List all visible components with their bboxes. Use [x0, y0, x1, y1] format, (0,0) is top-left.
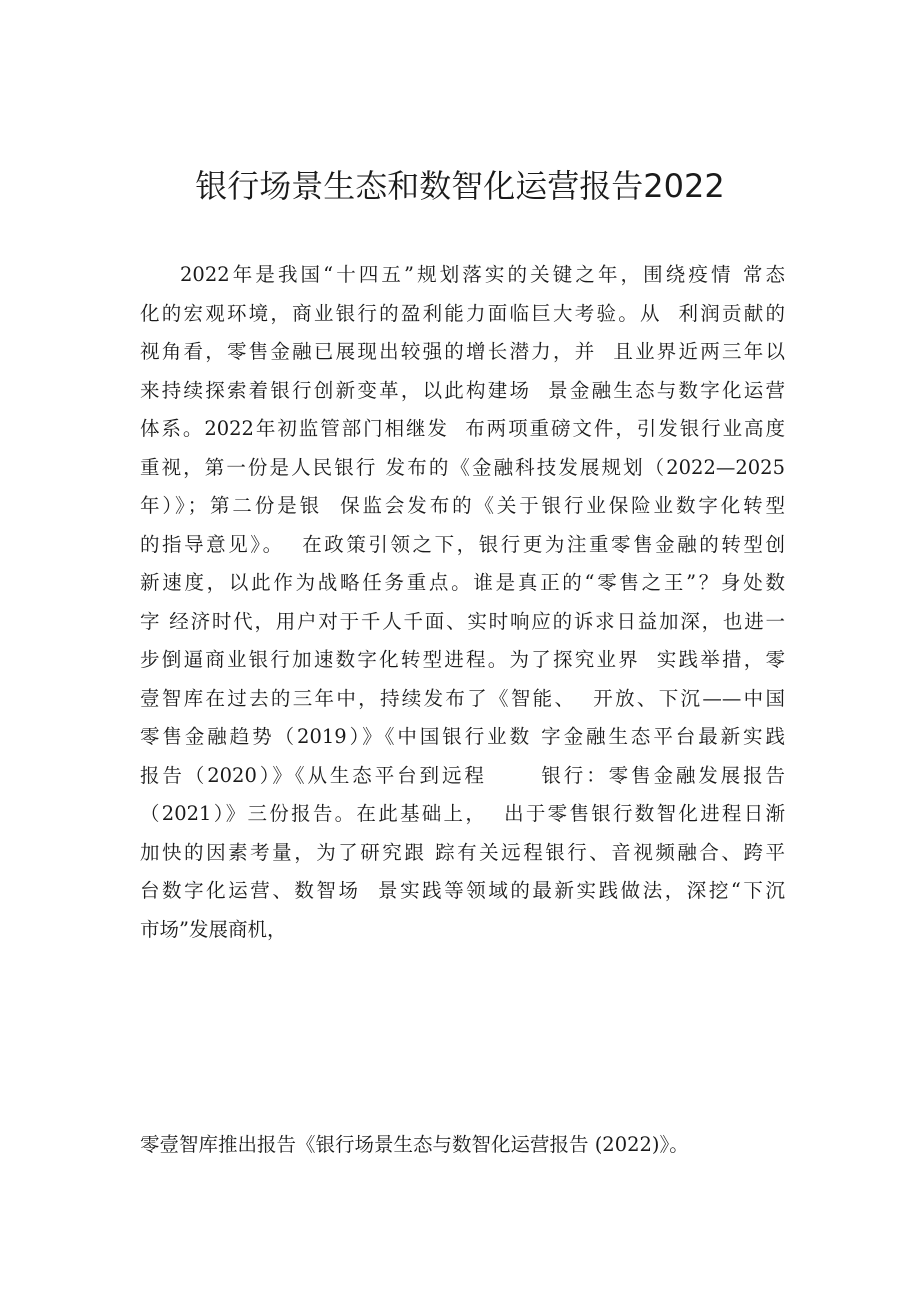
paragraph-line: 视角看，零售金融已展现出较强的增长潜力，并 且业界近两三年以	[140, 340, 785, 363]
paragraph-line: 市场”发展商机，	[140, 917, 287, 941]
paragraph-line: 步倒逼商业银行加速数字化转型进程。为了探究业界 实践举措，零	[140, 648, 785, 671]
paragraph-line: 的指导意见》。 在政策引领之下，银行更为注重零售金融的转型创	[140, 532, 785, 556]
paragraph-line: 加快的因素考量，为了研究跟 踪有关远程银行、音视频融合、跨平	[140, 840, 785, 864]
paragraph-line: 字 经济时代，用户对于千人千面、实时响应的诉求日益加深，也进一	[140, 609, 785, 633]
paragraph-line: 体系。2022年初监管部门相继发 布两项重磅文件，引发银行业高度	[140, 417, 785, 440]
paragraph-line: 报告（2020）》《从生态平台到远程 银行：零售金融发展报告	[140, 763, 785, 787]
document-title: 银行场景生态和数智化运营报告2022	[195, 167, 725, 205]
paragraph-line: 2022年是我国“十四五”规划落实的关键之年，围绕疫情 常态	[180, 263, 785, 286]
paragraph-line: 台数字化运营、数智场 景实践等领域的最新实践做法，深挖“下沉	[140, 879, 785, 902]
paragraph-line: 年）》；第二份是银 保监会发布的《关于银行业保险业数字化转型	[140, 494, 785, 517]
paragraph-line: （2021）》三份报告。在此基础上， 出于零售银行数智化进程日渐	[140, 802, 785, 825]
body-paragraph	[140, 256, 785, 949]
paragraph-line: 来持续探索着银行创新变革，以此构建场 景金融生态与数字化运营	[140, 378, 785, 402]
paragraph-line: 重视，第一份是人民银行 发布的《金融科技发展规划（2022—2025	[140, 455, 785, 479]
paragraph-line: 新速度，以此作为战略任务重点。谁是真正的“零售之王”？身处数	[140, 571, 785, 594]
closing-sentence: 零壹智库推出报告《银行场景生态与数智化运营报告 (2022)》。	[140, 1133, 689, 1156]
paragraph-line: 壹智库在过去的三年中，持续发布了《智能、 开放、下沉——中国	[140, 686, 785, 710]
paragraph-line: 零售金融趋势（2019）》《中国银行业数 字金融生态平台最新实践	[140, 725, 785, 748]
paragraph-line: 化的宏观环境，商业银行的盈利能力面临巨大考验。从 利润贡献的	[140, 301, 785, 325]
